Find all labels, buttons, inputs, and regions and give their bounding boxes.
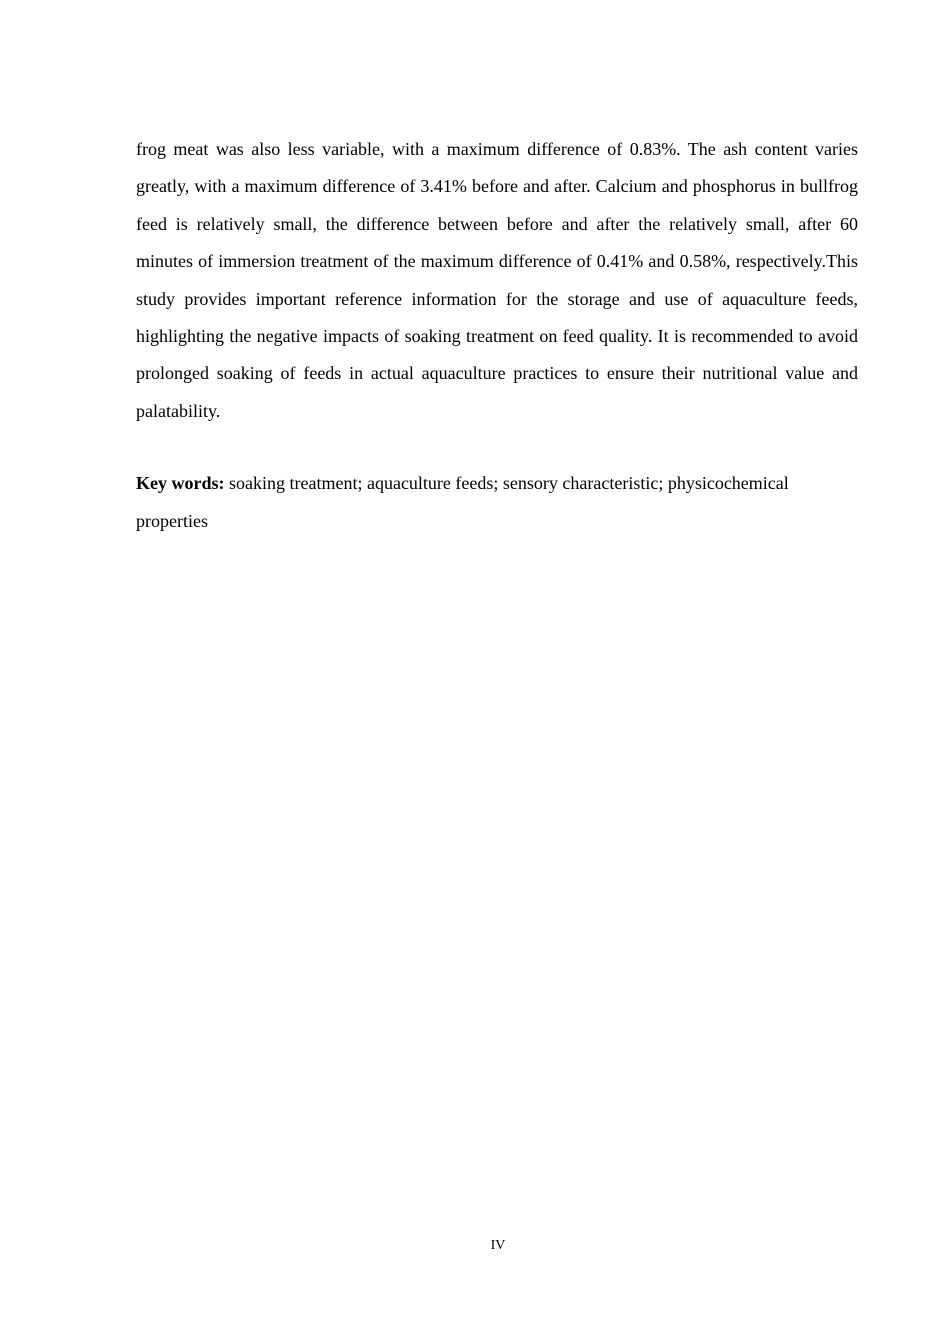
- abstract-paragraph: frog meat was also less variable, with a maximum difference of 0.83%. The ash content varies greatly, with a maximum difference of 3.41% before and after. Calcium and phosphorus in bullfrog feed is relatively small, the difference between before and after the relatively small, after 60 minutes of immersion treatment of the maximum difference of 0.41% and 0.58%, respectively.This study provides important reference information for the storage and use of aquaculture feeds, highlighting the negative impacts of soaking treatment on feed quality. It is recommended to avoid prolonged soaking of feeds in actual aquaculture practices to ensure their nutritional value and palatability.: [136, 139, 858, 421]
- keywords-block: [136, 464, 858, 540]
- page-number: IV: [490, 1238, 506, 1253]
- keywords-text: soaking treatment; aquaculture feeds; sensory characteristic; physicochemical properties: [136, 473, 789, 531]
- keywords-label: Key words:: [136, 473, 225, 493]
